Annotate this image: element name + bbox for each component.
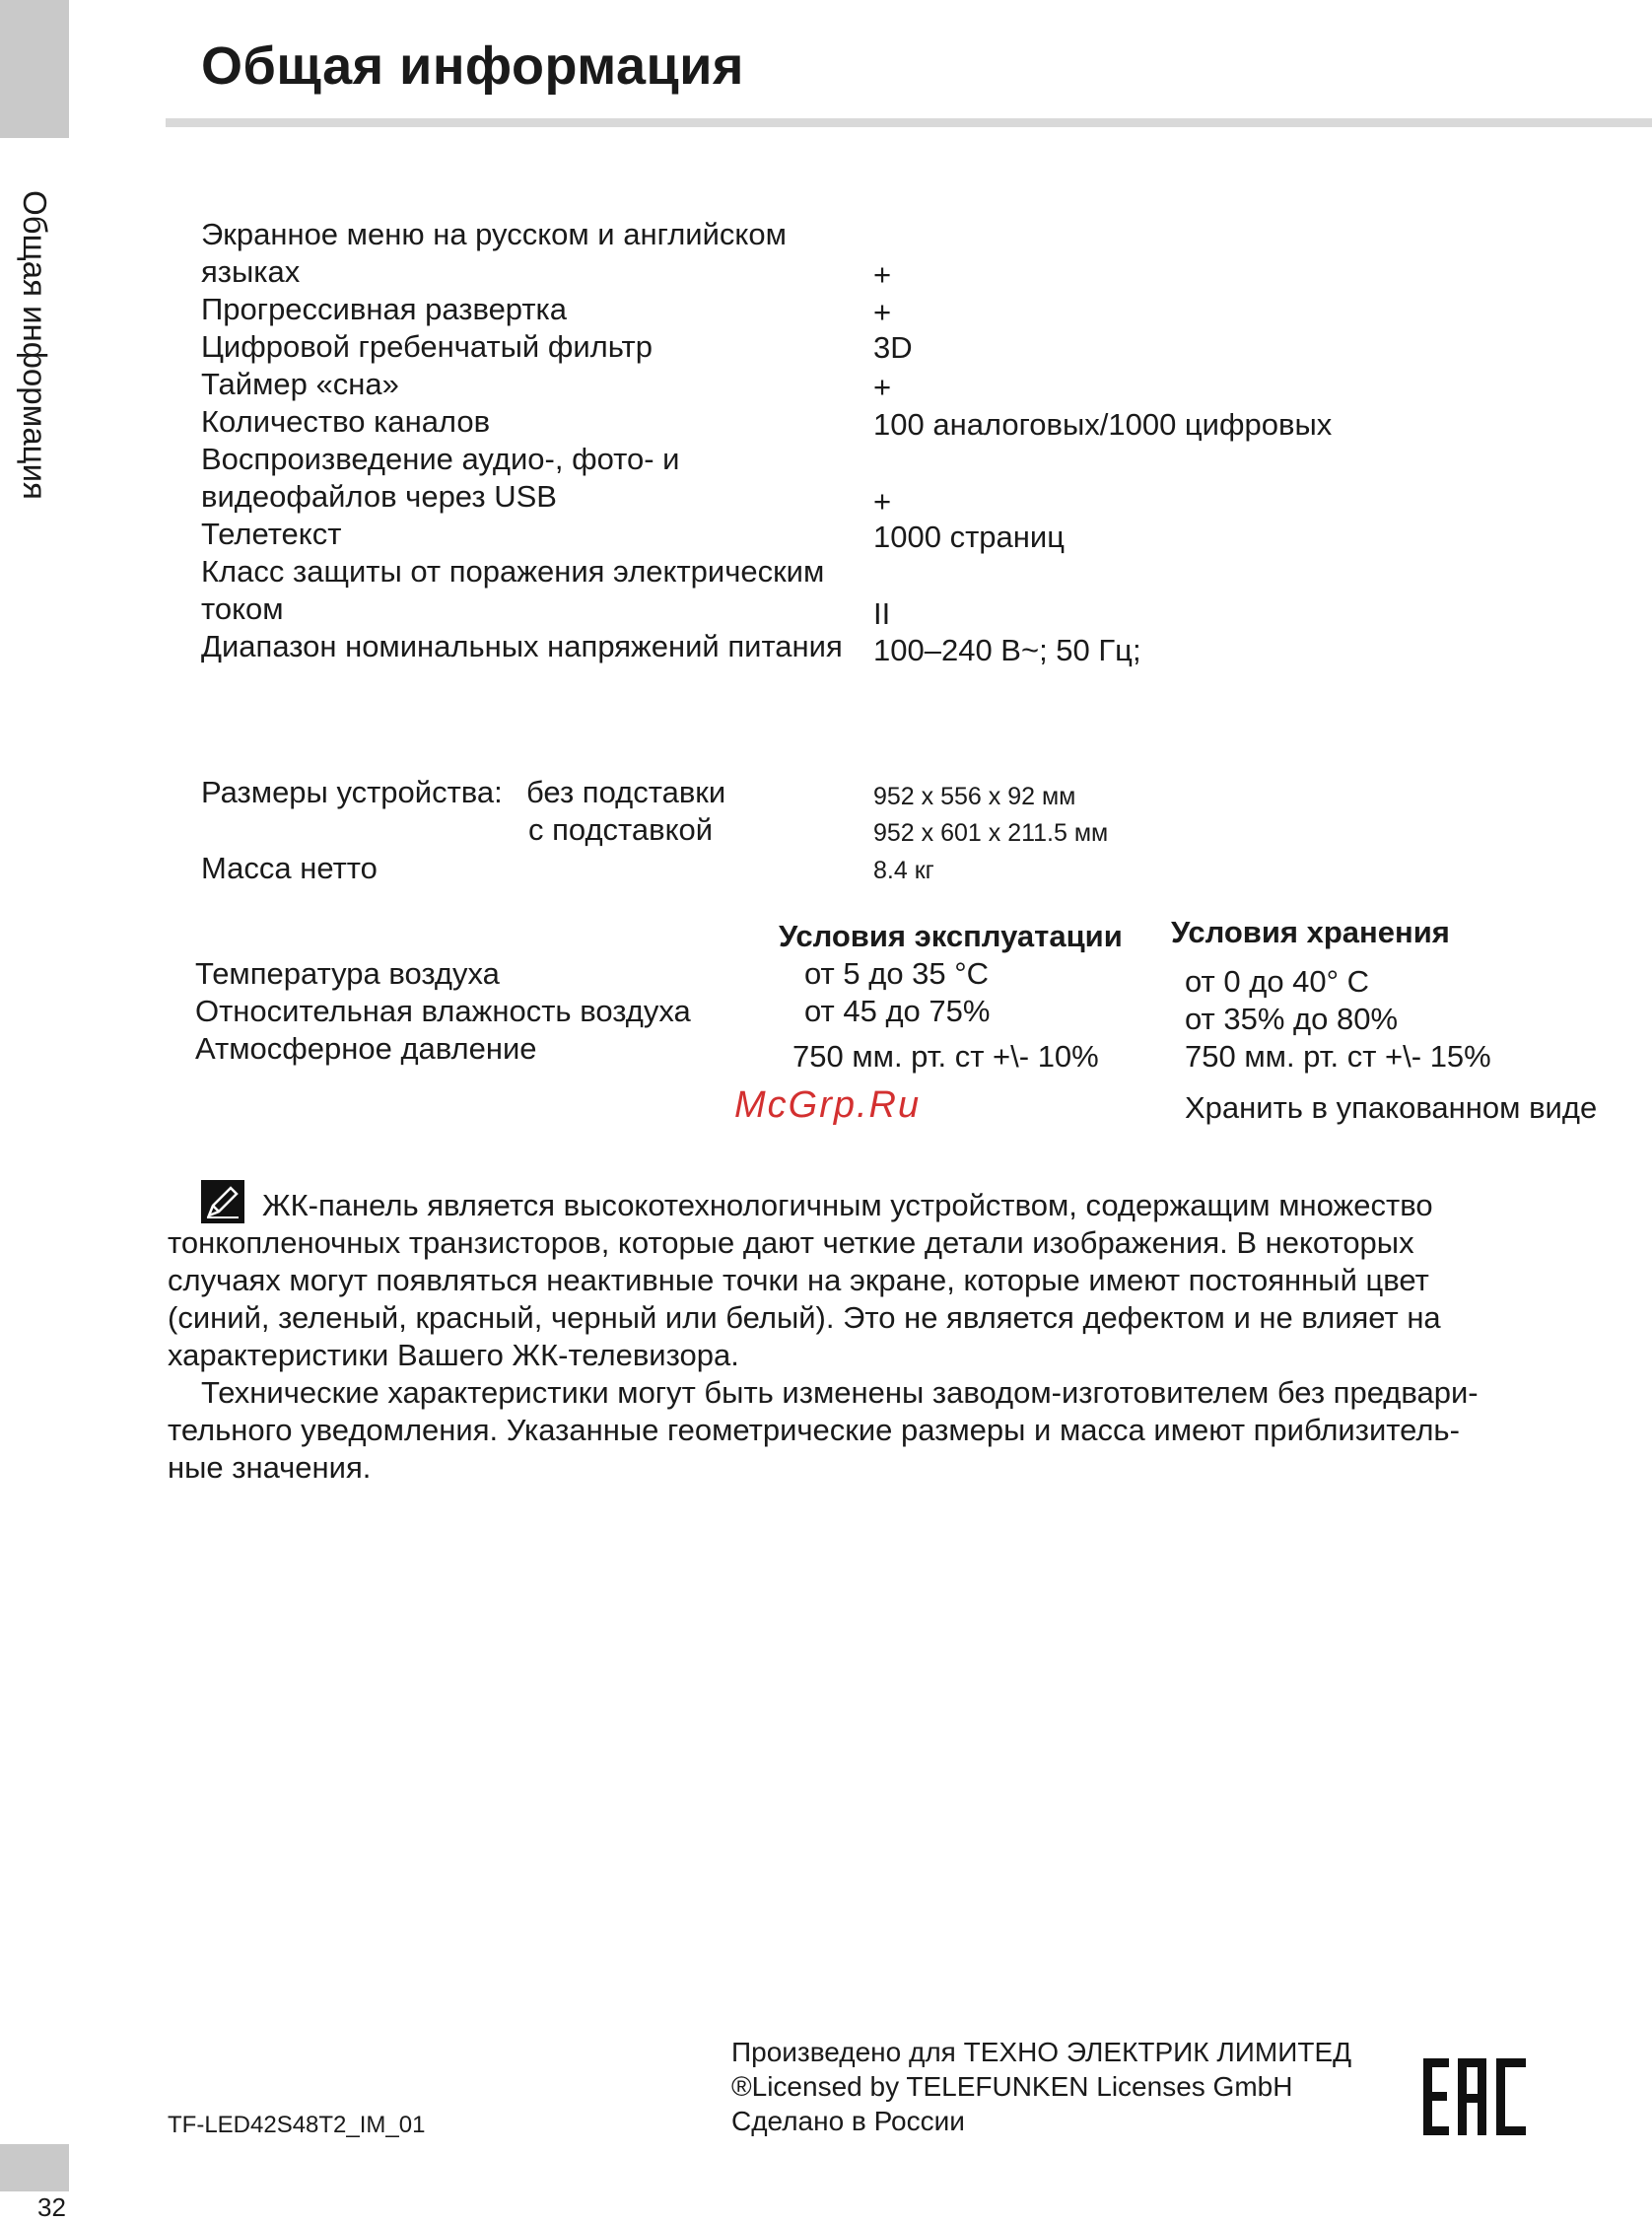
spec-note-line: Технические характеристики могут быть изменены заводом-изготовителем без предвари- xyxy=(201,1375,1479,1410)
dimensions-label: Размеры устройства: xyxy=(201,775,503,809)
spec-value: II xyxy=(873,596,891,631)
lcd-note-line: ЖК-панель является высокотехнологичным устройством, содержащим множество xyxy=(168,1180,1548,1224)
condition-storage: от 35% до 80% xyxy=(1185,1002,1399,1036)
eac-logo xyxy=(1421,2054,1530,2144)
watermark: McGrp.Ru xyxy=(734,1084,922,1126)
spec-value: + xyxy=(873,370,892,404)
side-section-title: Общая информация xyxy=(17,190,53,500)
condition-operation: от 5 до 35 °C xyxy=(804,956,990,991)
condition-storage: от 0 до 40° C xyxy=(1185,964,1370,999)
lcd-note-line: (синий, зеленый, красный, черный или белый). Это не является дефектом и не влияет на xyxy=(168,1300,1441,1335)
lcd-note-line: случаях могут появляться неактивные точки на экране, которые имеют постоянный цвет xyxy=(168,1263,1429,1297)
spec-value: 1000 страниц xyxy=(873,520,1065,554)
with-stand-value: 952 x 601 x 211.5 мм xyxy=(873,819,1109,847)
page-number: 32 xyxy=(37,2192,66,2222)
title-rule xyxy=(166,118,1652,127)
mass-value: 8.4 кг xyxy=(873,857,934,884)
lcd-note-line: тонкопленочных транзисторов, которые дают четкие детали изображения. В некоторых xyxy=(168,1225,1414,1260)
spec-value: 100–240 В~; 50 Гц; xyxy=(873,633,1141,667)
footer-made-in: Сделано в России xyxy=(731,2106,965,2136)
spec-value: + xyxy=(873,257,892,292)
spec-label: током xyxy=(201,591,284,626)
spec-value: 100 аналоговых/1000 цифровых xyxy=(873,407,1333,442)
spec-label: Количество каналов xyxy=(201,404,491,439)
spec-note-line: тельного уведомления. Указанные геометрические размеры и масса имеют приблизитель- xyxy=(168,1413,1460,1447)
footer-licensed: ®Licensed by TELEFUNKEN Licenses GmbH xyxy=(731,2071,1293,2102)
without-stand-value: 952 x 556 x 92 мм xyxy=(873,783,1076,810)
spec-label: языках xyxy=(201,254,301,289)
spec-label: Воспроизведение аудио-, фото- и xyxy=(201,442,680,476)
storage-header: Условия хранения xyxy=(1171,915,1450,949)
operation-header: Условия эксплуатации xyxy=(779,919,1123,953)
condition-label: Температура воздуха xyxy=(195,956,500,991)
condition-label: Относительная влажность воздуха xyxy=(195,994,691,1028)
spec-label: Диапазон номинальных напряжений питания xyxy=(201,629,843,663)
page-title: Общая информация xyxy=(201,36,744,96)
spec-label: Цифровой гребенчатый фильтр xyxy=(201,329,653,364)
model-code: TF-LED42S48T2_IM_01 xyxy=(168,2112,426,2138)
without-stand-label: без подставки xyxy=(526,775,726,809)
spec-value: + xyxy=(873,484,892,519)
eac-mark-icon xyxy=(1421,2054,1530,2139)
condition-storage: 750 мм. рт. ст +\- 15% xyxy=(1185,1039,1491,1074)
side-tab-bottom xyxy=(0,2144,69,2191)
spec-note-line: ные значения. xyxy=(168,1450,372,1485)
spec-label: Экранное меню на русском и английском xyxy=(201,217,787,251)
spec-label: видеофайлов через USB xyxy=(201,479,557,514)
footer-made-for: Произведено для ТЕХНО ЭЛЕКТРИК ЛИМИТЕД xyxy=(731,2037,1352,2067)
spec-value: 3D xyxy=(873,330,913,365)
with-stand-label: с подставкой xyxy=(528,812,714,847)
mass-label: Масса нетто xyxy=(201,851,378,885)
spec-value: + xyxy=(873,295,892,329)
side-tab-top xyxy=(0,0,69,138)
condition-label: Атмосферное давление xyxy=(195,1031,537,1066)
condition-operation: 750 мм. рт. ст +\- 10% xyxy=(792,1039,1099,1074)
spec-label: Телетекст xyxy=(201,517,342,551)
storage-note: Хранить в упакованном виде xyxy=(1185,1090,1598,1125)
spec-label: Таймер «сна» xyxy=(201,367,399,401)
note-pen-icon xyxy=(201,1180,244,1223)
spec-label: Прогрессивная развертка xyxy=(201,292,568,326)
spec-label: Класс защиты от поражения электрическим xyxy=(201,554,825,589)
condition-operation: от 45 до 75% xyxy=(804,994,991,1028)
lcd-note xyxy=(168,1180,1548,1487)
lcd-note-line: характеристики Вашего ЖК-телевизора. xyxy=(168,1338,739,1372)
